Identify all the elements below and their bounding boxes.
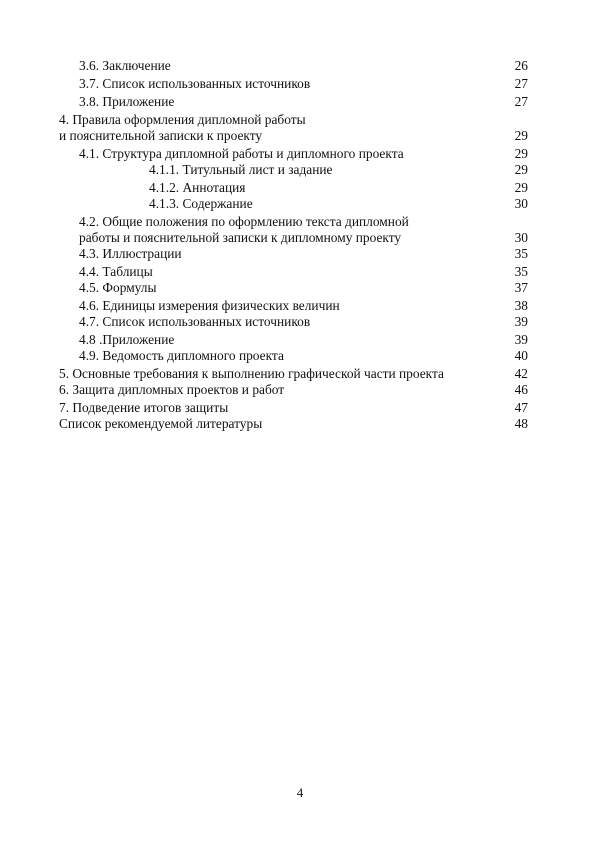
toc-entry-page: 38 (514, 298, 528, 313)
toc-entry-title: 4.2. Общие положения по оформлению текста дипломной (79, 214, 409, 229)
toc-entry-page: 35 (514, 264, 528, 279)
toc-entry-page: 27 (514, 76, 528, 91)
toc-entry (0, 161, 600, 179)
toc-entry-page: 26 (514, 58, 528, 73)
toc-entry-title: 4.7. Список использованных источников (79, 314, 311, 329)
toc-entry-page: 39 (514, 332, 528, 347)
toc-entry-page: 40 (514, 348, 528, 363)
toc-entry-title: 3.8. Приложение (79, 94, 175, 109)
toc-entry-page: 29 (514, 128, 528, 143)
toc-entry-title: 4. Правила оформления дипломной работы (59, 112, 306, 127)
toc-entry-title: 4.5. Формулы (79, 280, 157, 295)
toc-entry-page: 29 (514, 146, 528, 161)
toc-entry (0, 93, 600, 111)
toc-entry (0, 195, 600, 213)
toc-entry (0, 127, 600, 145)
toc-entry-page: 29 (514, 180, 528, 195)
toc-entry-title: работы и пояснительной записки к дипломному проекту (79, 230, 402, 245)
toc-entry (0, 347, 600, 365)
toc-entry-title: и пояснительной записки к проекту (59, 128, 263, 143)
toc-entry (0, 279, 600, 297)
toc-entry-title: Список рекомендуемой литературы (59, 416, 263, 431)
toc-entry-title: 4.1.1. Титульный лист и задание (149, 162, 333, 177)
toc-entry-title: 7. Подведение итогов защиты (59, 400, 229, 415)
toc-entry-title: 3.7. Список использованных источников (79, 76, 311, 91)
toc-entry-title: 4.4. Таблицы (79, 264, 153, 279)
toc-entry-page: 30 (514, 230, 528, 245)
toc-entry-title: 3.6. Заключение (79, 58, 171, 73)
toc-entry (0, 57, 600, 75)
toc-entry-page: 35 (514, 246, 528, 261)
toc-entry-page: 27 (514, 94, 528, 109)
toc-entry-title: 4.3. Иллюстрации (79, 246, 182, 261)
toc-entry-page: 48 (514, 416, 528, 431)
toc-entry (0, 313, 600, 331)
toc-entry-page: 46 (514, 382, 528, 397)
toc-entry (0, 245, 600, 263)
toc-entry-title: 4.1.2. Аннотация (149, 180, 246, 195)
page-number: 4 (296, 785, 304, 800)
toc-entry-title: 4.8 .Приложение (79, 332, 175, 347)
toc-entry-page: 47 (514, 400, 528, 415)
toc-entry-title: 5. Основные требования к выполнению графической части проекта (59, 366, 444, 381)
toc-entry-title: 4.1.3. Содержание (149, 196, 253, 211)
toc-entry (0, 381, 600, 399)
toc-entry (0, 415, 600, 433)
toc-entry-page: 29 (514, 162, 528, 177)
toc-entry-page: 39 (514, 314, 528, 329)
toc-entry (0, 75, 600, 93)
toc-entry-page: 30 (514, 196, 528, 211)
toc-entry-title: 4.9. Ведомость дипломного проекта (79, 348, 284, 363)
toc-entry-page: 37 (514, 280, 528, 295)
toc-entry-page: 42 (514, 366, 528, 381)
toc-entry-title: 6. Защита дипломных проектов и работ (59, 382, 285, 397)
toc-entry-title: 4.1. Структура дипломной работы и дипломного проекта (79, 146, 404, 161)
toc-entry-title: 4.6. Единицы измерения физических величин (79, 298, 340, 313)
